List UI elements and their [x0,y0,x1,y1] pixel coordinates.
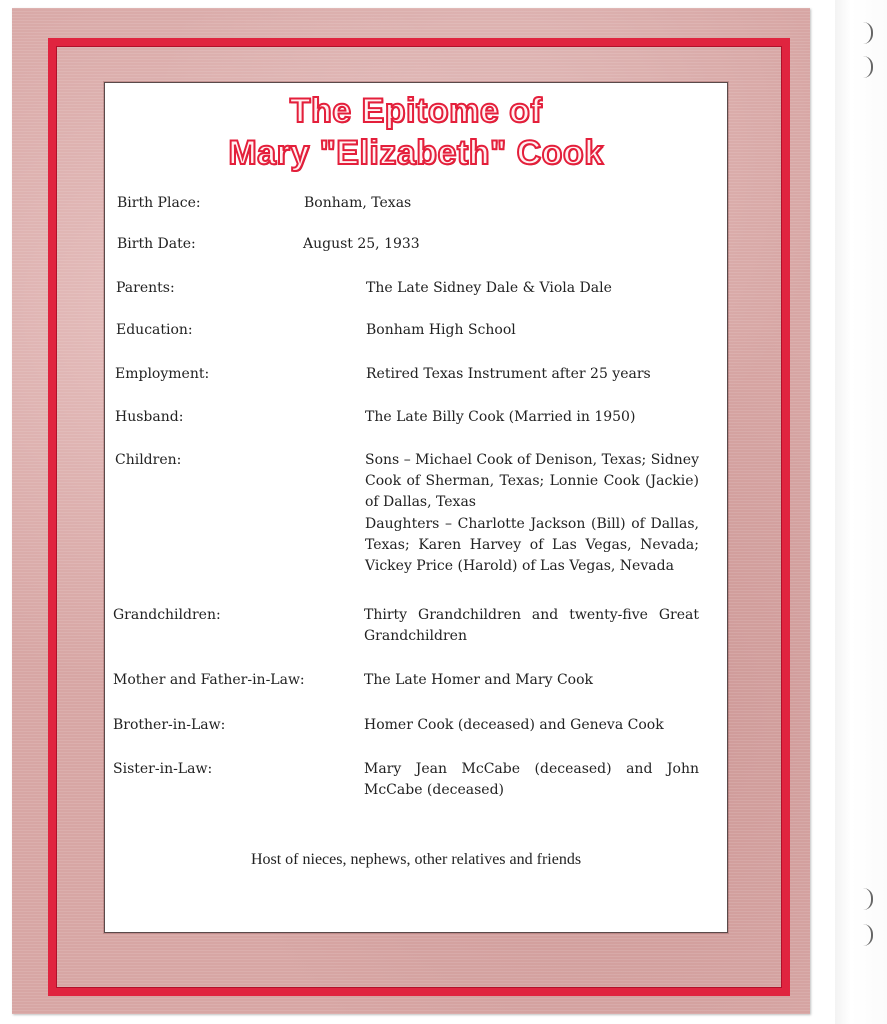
field-value: Retired Texas Instrument after 25 years [366,366,651,382]
field-value: The Late Sidney Dale & Viola Dale [366,280,612,296]
field-label: Employment: [115,366,210,382]
field-value: Thirty Grandchildren and twenty-five Great Grandchildren [364,607,699,644]
field-label: Birth Date: [117,236,196,252]
field-value: Bonham, Texas [304,195,412,211]
field-value: The Late Billy Cook (Married in 1950) [365,409,636,425]
title-line-2: Mary "Elizabeth" Cook [228,134,604,172]
field-label: Parents: [116,280,175,296]
field-label: Sister-in-Law: [113,761,213,777]
closing-line: Host of nieces, nephews, other relatives and friends [250,851,582,868]
program-page [12,8,810,1014]
field-label: Grandchildren: [113,607,221,623]
children-sons: Sons – Michael Cook of Denison, Texas; Sidney Cook of Sherman, Texas; Lonnie Cook (Jackie) of Dallas, Texas [365,452,699,510]
field-label: Education: [116,322,193,338]
content-card [104,82,728,933]
binding-mark [861,56,873,78]
red-border-frame [48,38,790,996]
children-daughters: Daughters – Charlotte Jackson (Bill) of Dallas, Texas; Karen Harvey of Las Vegas, Nevada; Vickey Price (Harold) of Las Vegas, Nevada [365,516,699,574]
field-label: Mother and Father-in-Law: [113,672,305,688]
field-value: Homer Cook (deceased) and Geneva Cook [364,717,664,733]
field-label: Husband: [115,409,184,425]
field-value: Bonham High School [366,322,516,338]
binding-mark [861,22,873,44]
field-value: The Late Homer and Mary Cook [364,672,593,688]
field-label: Children: [115,452,182,468]
binding-mark [861,888,873,910]
field-value: Mary Jean McCabe (deceased) and John McCabe (deceased) [364,761,699,798]
binding-mark [861,924,873,946]
field-label: Brother-in-Law: [113,717,226,733]
field-value: August 25, 1933 [303,236,420,252]
page-edge [835,0,887,1024]
title-line-1: The Epitome of [289,92,543,130]
field-label: Birth Place: [117,195,201,211]
